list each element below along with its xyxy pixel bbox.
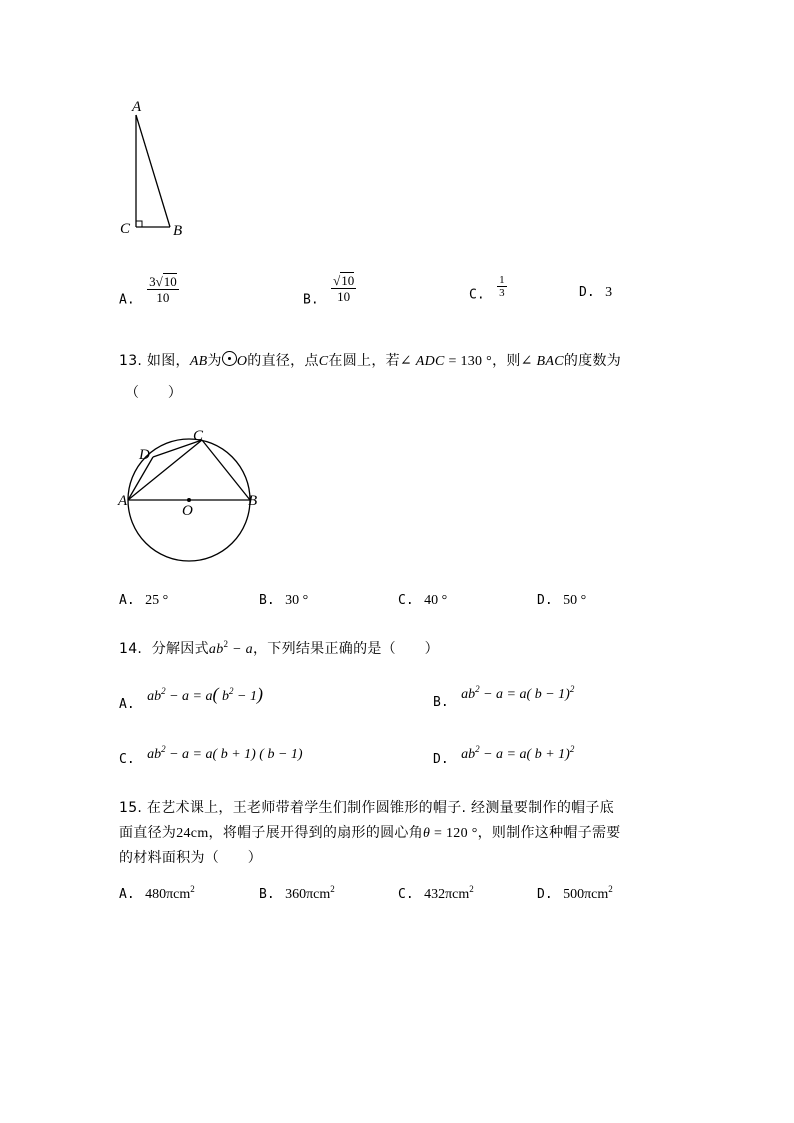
expr-inner-rest: − 1 [541, 687, 566, 702]
option-letter: B. [259, 887, 275, 902]
option-expression [461, 744, 575, 762]
option-value: 360πcm [285, 887, 331, 902]
text-degree-is: 的度数为 [563, 353, 622, 369]
q12-option-d[interactable] [579, 284, 612, 301]
segment-ab: AB [189, 354, 208, 369]
circle-o-label: O [236, 354, 248, 369]
expr-middle: − a = a [165, 689, 213, 704]
point-label-o: O [182, 503, 193, 519]
point-c: C [318, 354, 329, 369]
option-letter: B. [303, 292, 319, 308]
option-value: 50 ° [563, 593, 587, 608]
fraction-numerator: √10 [333, 273, 355, 288]
right-angle-mark [136, 221, 142, 227]
paren-open: ( [526, 687, 535, 702]
expr-middle: − a = a [165, 747, 213, 762]
q15-option-a[interactable] [119, 884, 195, 903]
text-base-diameter: 面直径为 [119, 825, 177, 841]
q13-option-a[interactable] [119, 592, 168, 609]
q12-option-c[interactable] [469, 274, 507, 303]
q13-option-c[interactable] [398, 592, 447, 609]
option-letter: A. [119, 292, 135, 308]
right-triangle-figure [110, 95, 210, 245]
option-letter: B. [433, 695, 449, 710]
point-label-b: B [248, 493, 258, 509]
side-ab [136, 115, 170, 227]
expr-ab: ab [208, 642, 224, 657]
expr-tail-exponent: 2 [569, 684, 575, 694]
radicand: 10 [341, 273, 355, 288]
expr-inner: b [534, 687, 542, 702]
paren-open: ( [212, 684, 219, 704]
option-expression [147, 744, 303, 762]
question-number: 14. [119, 641, 143, 657]
option-value: 500πcm [563, 887, 609, 902]
option-unit-exponent: 2 [330, 884, 335, 894]
option-letter: B. [259, 593, 275, 608]
expr-inner-exponent: 2 [229, 686, 234, 696]
option-letter: D. [537, 593, 553, 608]
text-which-correct: ，下列结果正确的是（ ） [252, 641, 439, 657]
theta-symbol: θ [423, 826, 431, 841]
paren-close: ) [297, 747, 303, 762]
q12-option-a[interactable] [119, 274, 179, 308]
theta-value: = 120 ° [430, 826, 478, 841]
expr-lhs: ab [461, 687, 476, 702]
angle-adc-value: = 130 ° [444, 354, 493, 369]
q15-stem-line1: 15. 在艺术课上，王老师带着学生们制作圆锥形的帽子. 经测量要制作的帽子底 [119, 800, 615, 816]
fraction-numerator: 3√10 [149, 274, 177, 289]
fraction [497, 274, 507, 299]
expr-inner: b [220, 747, 228, 762]
option-letter: D. [537, 887, 553, 902]
expr-inner-rest: + 1 [541, 747, 566, 762]
expr-inner: b [218, 689, 230, 704]
option-value: 40 ° [424, 593, 448, 608]
option-expression [147, 684, 263, 704]
expr-inner-rest: + 1) ( b − 1 [227, 747, 298, 762]
q14-option-c[interactable] [119, 744, 303, 768]
q15-option-b[interactable] [259, 884, 335, 903]
expr-lhs-exponent: 2 [161, 686, 166, 696]
option-unit-exponent: 2 [608, 884, 613, 894]
option-expression [461, 684, 575, 702]
expr-lhs-exponent: 2 [475, 744, 480, 754]
text-wei: 为 [207, 353, 222, 369]
expr-inner: b [534, 747, 542, 762]
angle-bac: ∠ BAC [520, 354, 564, 369]
text-factorize: 分解因式 [151, 641, 209, 657]
circle-figure [115, 425, 265, 570]
option-letter: D. [579, 285, 595, 300]
option-letter: A. [119, 697, 135, 712]
option-value: 3 [605, 285, 613, 300]
expr-lhs: ab [147, 747, 162, 762]
q14-option-d[interactable] [433, 744, 575, 768]
angle-adc: ∠ ADC [399, 354, 445, 369]
vertex-label-a: A [132, 99, 142, 115]
q12-option-b[interactable] [303, 273, 356, 308]
center-point [187, 498, 191, 502]
expr-middle: − a = a [479, 687, 527, 702]
q13-option-b[interactable] [259, 592, 308, 609]
q15-option-c[interactable] [398, 884, 474, 903]
q15-option-d[interactable] [537, 884, 613, 903]
q15-stem-line2 [119, 822, 621, 842]
text-diameter: 的直径，点 [247, 353, 319, 369]
point-label-a: A [118, 493, 128, 509]
q15-stem-line3: 的材料面积为（ ） [119, 850, 262, 866]
option-letter: D. [433, 752, 449, 767]
text-then: ，则 [492, 353, 521, 369]
paren-close: ) [565, 687, 570, 702]
circle-dot-icon [222, 351, 237, 366]
coefficient: 3 [149, 274, 156, 289]
paren-open: ( [212, 747, 221, 762]
option-letter: C. [119, 752, 135, 767]
vertex-label-b: B [173, 223, 183, 239]
point-label-c: C [193, 428, 204, 444]
fraction [331, 273, 356, 304]
expr-inner-rest: − 1 [233, 689, 257, 704]
q14-option-b[interactable] [433, 684, 575, 711]
expr-minus-a: − a [228, 642, 253, 657]
q14-stem [119, 638, 439, 658]
fraction-denominator: 3 [499, 287, 505, 299]
q13-option-d[interactable] [537, 592, 586, 609]
option-letter: A. [119, 887, 135, 902]
option-unit-exponent: 2 [469, 884, 474, 894]
option-unit-exponent: 2 [190, 884, 195, 894]
fraction-denominator: 10 [147, 289, 179, 305]
text-on-circle: 在圆上，若 [328, 353, 400, 369]
paren-open: ( [526, 747, 535, 762]
fraction-numerator: 1 [499, 274, 505, 286]
q13-answer-paren: （ ） [125, 385, 183, 401]
point-label-d: D [139, 447, 150, 463]
vertex-label-c: C [120, 221, 131, 237]
option-value: 30 ° [285, 593, 309, 608]
fraction-denominator: 10 [331, 288, 356, 304]
diameter-value: 24cm [176, 826, 209, 841]
q14-option-a[interactable] [119, 684, 263, 713]
option-value: 25 ° [145, 593, 169, 608]
option-value: 432πcm [424, 887, 470, 902]
option-letter: C. [398, 887, 414, 902]
expr-lhs-exponent: 2 [475, 684, 480, 694]
expr-exponent: 2 [223, 639, 229, 649]
expr-lhs: ab [147, 689, 162, 704]
text-then-make: ，则制作这种帽子需要 [477, 825, 621, 841]
text-unfold: ，将帽子展开得到的扇形的圆心角 [208, 825, 424, 841]
q13-stem-line1 [119, 350, 621, 370]
option-letter: C. [469, 287, 485, 303]
expr-lhs: ab [461, 747, 476, 762]
expr-tail-exponent: 2 [569, 744, 575, 754]
question-number: 13. 如图， [119, 353, 190, 369]
paren-close: ) [565, 747, 570, 762]
expr-middle: − a = a [479, 747, 527, 762]
option-letter: A. [119, 593, 135, 608]
option-value: 480πcm [145, 887, 191, 902]
radicand: 10 [163, 274, 177, 289]
expr-lhs-exponent: 2 [161, 744, 166, 754]
fraction [147, 274, 179, 305]
paren-close: ) [256, 684, 263, 704]
option-letter: C. [398, 593, 414, 608]
